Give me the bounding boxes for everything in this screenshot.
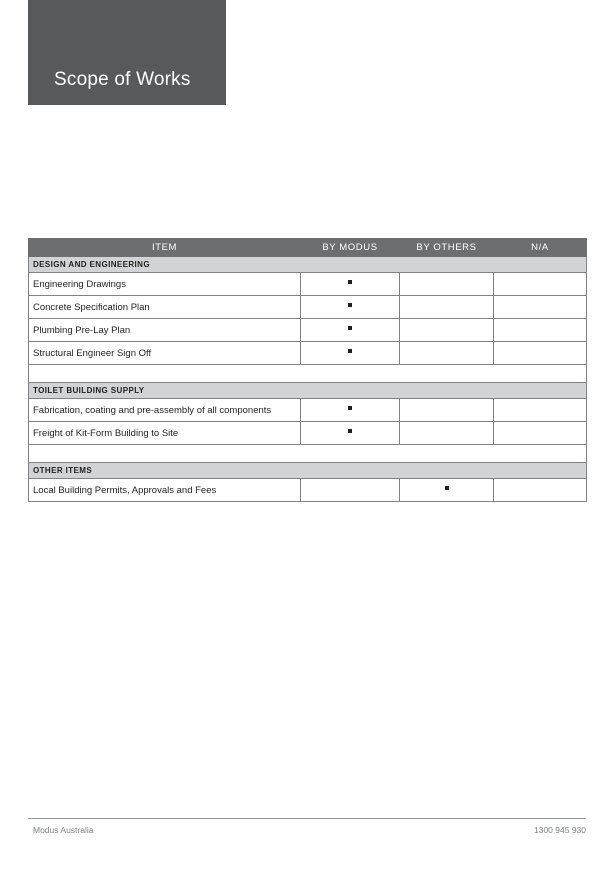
cell-by-modus[interactable] <box>301 399 400 422</box>
cell-by-others[interactable] <box>400 422 494 445</box>
cell-by-modus[interactable] <box>301 479 400 502</box>
cell-by-others[interactable] <box>400 273 494 296</box>
cell-na[interactable] <box>494 296 587 319</box>
section-title: DESIGN AND ENGINEERING <box>29 257 587 273</box>
table-row <box>29 296 587 319</box>
cell-by-modus[interactable] <box>301 296 400 319</box>
table-row <box>29 399 587 422</box>
check-mark <box>348 280 352 284</box>
check-mark <box>348 349 352 353</box>
section-spacer <box>29 365 587 383</box>
column-header-item: ITEM <box>29 239 301 257</box>
footer-divider <box>28 818 586 819</box>
section-title: TOILET BUILDING SUPPLY <box>29 383 587 399</box>
section-header-row <box>29 257 587 273</box>
cell-by-modus[interactable] <box>301 342 400 365</box>
cell-na[interactable] <box>494 319 587 342</box>
section-spacer <box>29 445 587 463</box>
scope-of-works-table <box>28 238 587 502</box>
section-title: OTHER ITEMS <box>29 463 587 479</box>
row-item-label: Local Building Permits, Approvals and Fees <box>29 479 301 502</box>
cell-na[interactable] <box>494 422 587 445</box>
page-title: Scope of Works <box>54 69 191 90</box>
table-row <box>29 319 587 342</box>
cell-by-others[interactable] <box>400 319 494 342</box>
cell-by-others[interactable] <box>400 296 494 319</box>
cell-by-others[interactable] <box>400 479 494 502</box>
footer-company: Modus Australia <box>33 825 94 835</box>
cell-by-others[interactable] <box>400 399 494 422</box>
table-header <box>29 239 587 257</box>
footer-phone: 1300 945 930 <box>534 825 586 835</box>
check-mark <box>348 406 352 410</box>
cell-na[interactable] <box>494 399 587 422</box>
cell-na[interactable] <box>494 273 587 296</box>
check-mark <box>348 303 352 307</box>
check-mark <box>348 326 352 330</box>
row-item-label: Plumbing Pre-Lay Plan <box>29 319 301 342</box>
row-item-label: Fabrication, coating and pre-assembly of all components <box>29 399 301 422</box>
row-item-label: Concrete Specification Plan <box>29 296 301 319</box>
table-row <box>29 479 587 502</box>
table-header-row <box>29 239 587 257</box>
row-item-label: Freight of Kit-Form Building to Site <box>29 422 301 445</box>
section-header-row <box>29 383 587 399</box>
table-row <box>29 273 587 296</box>
table-row <box>29 422 587 445</box>
cell-by-modus[interactable] <box>301 273 400 296</box>
cell-by-modus[interactable] <box>301 319 400 342</box>
cell-by-others[interactable] <box>400 342 494 365</box>
column-header-by-modus: BY MODUS <box>301 239 400 257</box>
check-mark <box>445 486 449 490</box>
title-banner <box>28 0 226 105</box>
table-row <box>29 342 587 365</box>
row-item-label: Structural Engineer Sign Off <box>29 342 301 365</box>
cell-na[interactable] <box>494 342 587 365</box>
section-header-row <box>29 463 587 479</box>
column-header-na: N/A <box>494 239 587 257</box>
row-item-label: Engineering Drawings <box>29 273 301 296</box>
cell-na[interactable] <box>494 479 587 502</box>
table-body <box>29 257 587 502</box>
cell-by-modus[interactable] <box>301 422 400 445</box>
check-mark <box>348 429 352 433</box>
column-header-by-others: BY OTHERS <box>400 239 494 257</box>
